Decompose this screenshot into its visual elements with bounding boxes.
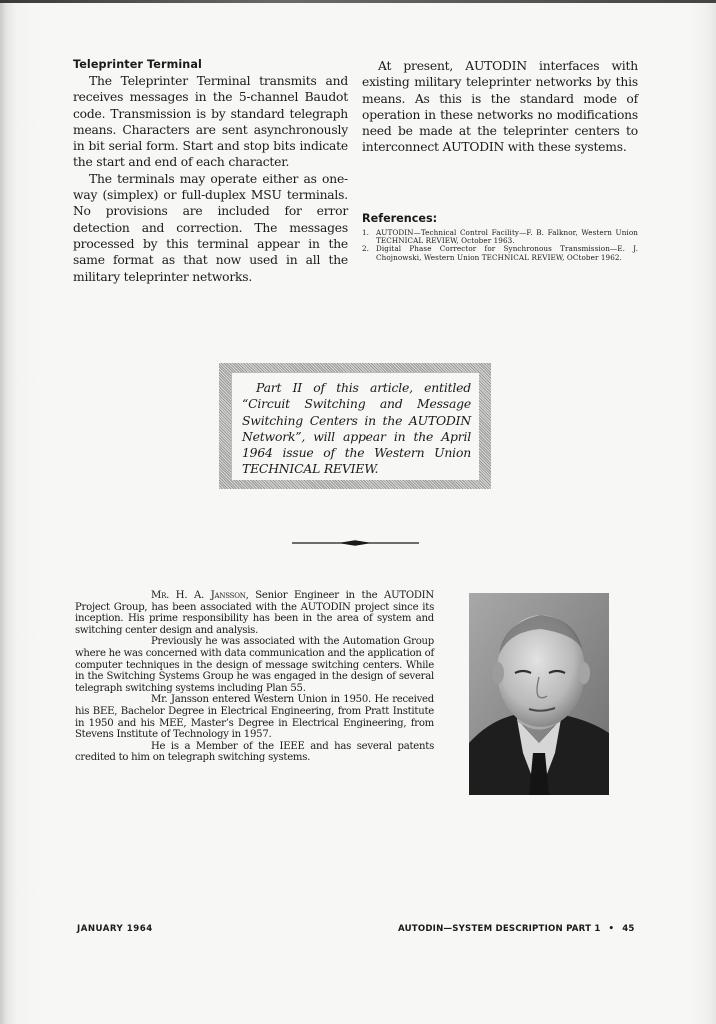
page-number: 45 <box>622 924 635 934</box>
bio-paragraph: Previously he was associated with the Automation Group where he was concerned with data communication and the application of computer techniques in the design of message switching centers. While in the Switching Systems Group he was engaged in the design of several telegraph switching systems including Plan 55. <box>75 636 434 694</box>
bio-paragraph <box>75 590 434 636</box>
reference-text: Digital Phase Corrector for Synchronous Transmission—E. J. Chojnowski, Western Union TECHNICAL REVIEW, OCtober 1962. <box>376 244 638 262</box>
author-name: Mr. H. A. Jansson <box>151 590 246 601</box>
reference-number: 2. <box>362 244 370 254</box>
left-column <box>73 58 348 285</box>
portrait-image-icon <box>469 593 609 795</box>
bio-paragraph-text: , Senior Engineer in the AUTODIN Project Group, has been associated with the AUTODIN project since its inception. His prime responsibility has been in the area of system and switching center design and analysis. <box>75 590 435 636</box>
page-top-edge <box>0 0 716 3</box>
paragraph: The Teleprinter Terminal transmits and receives messages in the 5-channel Baudot code. Transmission is by standard telegraph means. Characters are sent asynchronously in bit serial form. Start and stop bits indicate the start and end of each character. <box>73 74 348 170</box>
footer-running-title <box>398 924 635 934</box>
references-heading: References: <box>362 211 438 225</box>
part-two-notice-box <box>219 363 491 489</box>
notice-inner-panel <box>231 372 479 480</box>
author-biography <box>75 590 434 764</box>
bio-paragraph: Mr. Jansson entered Western Union in 1950. He received his BEE, Bachelor Degree in Electrical Engineering, from Pratt Institute in 1950 and his MEE, Master’s Degree in Electrical Engineering, from Stevens Institute of Technology in 1957. <box>75 694 434 741</box>
paragraph: At present, AUTODIN interfaces with existing military teleprinter networks by this means. As this is the standard mode of operation in these networks no modifications need be made at the teleprinter centers to interconnect AUTODIN with these systems. <box>362 59 638 155</box>
reference-item <box>362 245 638 262</box>
reference-item <box>362 229 638 246</box>
reference-text: AUTODIN—Technical Control Facility—F. B. Falknor, Western Union TECHNICAL REVIEW, October 1963. <box>376 227 638 246</box>
reference-number: 1. <box>362 227 370 237</box>
ornamental-divider-icon <box>292 540 419 546</box>
bio-paragraph: He is a Member of the IEEE and has several patents credited to him on telegraph switching systems. <box>75 740 434 764</box>
author-photo <box>469 593 609 795</box>
right-column <box>362 58 638 262</box>
paragraph: The terminals may operate either as one-way (simplex) or full-duplex MSU terminals. No provisions are included for error detection and correction. The messages processed by this terminal appear in the same format as that now used in all the military teleprinter networks. <box>73 171 348 284</box>
footer-date: JANUARY 1964 <box>77 924 153 934</box>
notice-text: Part II of this article, entitled “Circuit Switching and Message Switching Centers in the AUTODIN Network”, will appear in the April 1964 issue of the Western Union TECHNICAL REVIEW. <box>242 380 471 477</box>
section-heading-teleprinter-terminal: Teleprinter Terminal <box>73 58 202 71</box>
bullet-separator-icon: • <box>608 924 615 934</box>
running-title: AUTODIN—SYSTEM DESCRIPTION PART 1 <box>398 924 601 934</box>
